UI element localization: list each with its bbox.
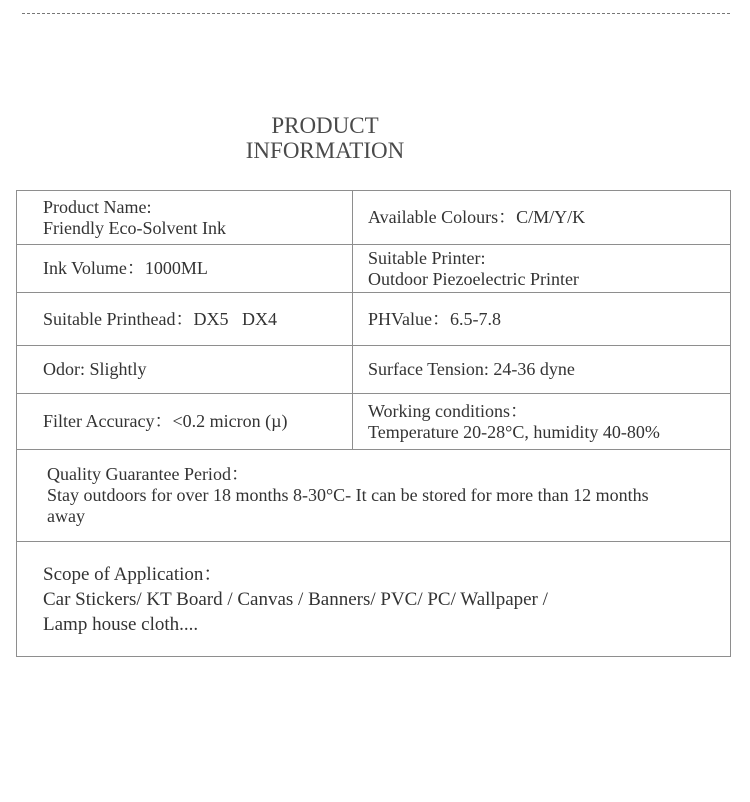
scope-line-2: Lamp house cloth.... bbox=[43, 613, 199, 635]
ph-value-cell bbox=[353, 293, 731, 346]
product-name-label: Product Name: bbox=[43, 196, 152, 217]
table-row bbox=[17, 293, 731, 346]
printhead-text: Suitable Printhead：DX5 DX4 bbox=[43, 308, 277, 329]
ink-volume-cell bbox=[17, 245, 353, 293]
surface-tension-text: Surface Tension: 24-36 dyne bbox=[368, 359, 575, 379]
product-name-cell bbox=[17, 191, 353, 245]
filter-accuracy-cell bbox=[17, 394, 353, 450]
table-row bbox=[17, 191, 731, 245]
working-conditions-cell bbox=[353, 394, 731, 450]
scope-line-1: Car Stickers/ KT Board / Canvas / Banners/ PVC/ PC/ Wallpaper / bbox=[43, 588, 548, 610]
suitable-printer-cell bbox=[353, 245, 731, 293]
title-line-1: PRODUCT bbox=[271, 113, 379, 138]
suitable-printer-label: Suitable Printer: bbox=[368, 247, 486, 268]
product-info-table bbox=[16, 190, 731, 657]
working-conditions-label: Working conditions： bbox=[368, 400, 529, 421]
page-title bbox=[200, 113, 450, 163]
available-colours-cell bbox=[353, 191, 731, 245]
quality-guarantee-text: Stay outdoors for over 18 months 8-30°C- It can be stored for more than 12 months away bbox=[47, 485, 649, 526]
quality-guarantee-heading: Quality Guarantee Period： bbox=[47, 464, 249, 484]
product-name-value: Friendly Eco-Solvent Ink bbox=[43, 217, 226, 238]
odor-cell bbox=[17, 346, 353, 394]
scope-heading: Scope of Application： bbox=[43, 563, 223, 585]
table-row bbox=[17, 450, 731, 542]
table-row bbox=[17, 245, 731, 293]
printhead-cell bbox=[17, 293, 353, 346]
suitable-printer-value: Outdoor Piezoelectric Printer bbox=[368, 268, 579, 289]
quality-guarantee-cell bbox=[17, 450, 731, 542]
table-row bbox=[17, 542, 731, 657]
surface-tension-cell bbox=[353, 346, 731, 394]
dashed-divider bbox=[22, 13, 730, 14]
scope-of-application-cell bbox=[17, 542, 731, 657]
ink-volume-text: Ink Volume：1000ML bbox=[43, 258, 208, 278]
available-colours-text: Available Colours：C/M/Y/K bbox=[368, 207, 586, 227]
title-line-2: INFORMATION bbox=[245, 138, 405, 163]
odor-text: Odor: Slightly bbox=[43, 359, 147, 379]
filter-accuracy-text: Filter Accuracy：<0.2 micron (µ) bbox=[43, 411, 288, 431]
working-conditions-value: Temperature 20-28°C, humidity 40-80% bbox=[368, 421, 660, 442]
table-row bbox=[17, 346, 731, 394]
table-row bbox=[17, 394, 731, 450]
ph-value-text: PHValue：6.5-7.8 bbox=[368, 308, 501, 329]
